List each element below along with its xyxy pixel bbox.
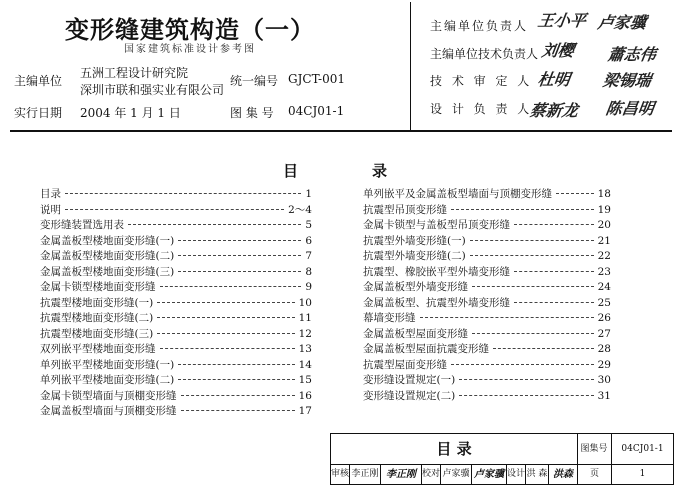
toc-entry-page: 24 [597, 281, 611, 293]
toc-entry-title: 说明 [40, 203, 61, 216]
unified-no: GJCT-001 [288, 72, 345, 86]
reviewer-name: 李正刚 [350, 465, 381, 484]
toc-entry [40, 295, 312, 311]
toc-entry-title: 目录 [40, 188, 61, 200]
toc-entry [363, 357, 611, 373]
toc-entry-page: 13 [298, 343, 312, 355]
toc-entry [40, 326, 312, 342]
toc-entry [363, 341, 611, 357]
toc-entry-title: 抗震型楼地面变形缝(三) [40, 327, 154, 340]
toc-leader-dashes [178, 240, 301, 241]
toc-entry-title: 双列嵌平型楼地面变形缝 [40, 343, 156, 355]
toc-leader-dashes [514, 271, 594, 272]
toc-entry [363, 372, 611, 388]
toc-leader-dashes [181, 395, 295, 396]
title-block [330, 433, 674, 485]
toc-entry-page: 29 [597, 358, 611, 371]
designer-name: 洪 森 [526, 465, 549, 484]
toc-leader-dashes [459, 395, 593, 396]
toc-entry [363, 233, 611, 249]
toc-left-column [40, 186, 312, 419]
toc-entry-title: 抗震型吊顶变形缝 [363, 203, 447, 216]
check-cell-label: 校对 [422, 465, 441, 484]
design-signature-2: 陈昌明 [604, 99, 656, 118]
toc-entry-title: 抗震型楼地面变形缝(二) [40, 312, 154, 324]
toc-leader-dashes [178, 271, 301, 272]
toc-right-column [363, 186, 611, 403]
toc-entry [40, 357, 312, 373]
toc-entry-page: 19 [597, 203, 611, 216]
toc-entry-title: 幕墙变形缝 [363, 312, 416, 324]
toc-entry-page: 25 [597, 296, 611, 309]
atlas-subtitle: 国家建筑标准设计参考图 [124, 44, 256, 55]
toc-heading-right: 录 [372, 162, 388, 180]
toc-leader-dashes [420, 317, 594, 318]
editor-unit-line1: 五洲工程设计研究院 [80, 66, 189, 80]
toc-entry-page: 9 [305, 281, 312, 293]
atlas-title: 变形缝建筑构造（一） [65, 15, 315, 44]
page-no-cell: 1 [639, 469, 646, 479]
atlas-no-label: 图 集 号 [230, 106, 274, 120]
toc-leader-dashes [157, 302, 294, 303]
atlas-no-cell: 04CJ01-1 [612, 434, 673, 465]
toc-leader-dashes [178, 379, 294, 380]
page-cell-label: 页 [578, 465, 612, 484]
toc-entry [40, 233, 312, 249]
toc-entry-page: 21 [597, 234, 611, 247]
toc-entry-title: 抗震型、橡胶嵌平型外墙变形缝 [363, 265, 510, 278]
toc-entry-title: 金属卡锁型与盖板型吊顶变形缝 [363, 219, 510, 231]
toc-entry-page: 14 [298, 358, 312, 371]
toc-entry-title: 抗震型外墙变形缝(一) [363, 234, 466, 247]
toc-entry-page: 30 [597, 374, 611, 386]
toc-entry-page: 7 [305, 250, 312, 262]
toc-leader-dashes [65, 193, 301, 194]
toc-leader-dashes [181, 410, 295, 411]
toc-entry [40, 202, 312, 218]
atlas-no: 04CJ01-1 [288, 104, 345, 118]
toc-entry-page: 17 [298, 405, 312, 417]
reviewer-signature: 李正刚 [381, 465, 422, 484]
toc-entry [363, 295, 611, 311]
toc-entry-title: 金属盖板型屋面抗震变形缝 [363, 343, 489, 355]
toc-entry-title: 金属卡锁型楼地面变形缝 [40, 281, 156, 293]
review-cell-label: 审核 [331, 465, 350, 484]
toc-leader-dashes [65, 209, 284, 210]
toc-entry-page: 18 [597, 188, 611, 200]
toc-entry [363, 279, 611, 295]
toc-entry [363, 202, 611, 218]
toc-entry-title: 金属卡锁型墙面与顶棚变形缝 [40, 389, 177, 402]
toc-entry-page: 22 [597, 250, 611, 262]
toc-entry-page: 10 [298, 296, 312, 309]
toc-entry-title: 变形缝装置选用表 [40, 219, 124, 231]
toc-leader-dashes [451, 209, 594, 210]
toc-entry-page: 8 [305, 265, 312, 278]
title-block-title: 目 录 [331, 434, 578, 465]
toc-entry-page: 27 [597, 327, 611, 340]
tech-responsible-label: 主编单位技术负责人 [430, 47, 539, 61]
tech-signature-2: 蕭志伟 [606, 45, 658, 64]
toc-entry [363, 264, 611, 280]
chief-signature-1: 王小平 [536, 11, 588, 30]
toc-entry [363, 186, 611, 202]
toc-entry [363, 248, 611, 264]
review-signature-2: 梁锡瑞 [601, 71, 653, 90]
toc-entry-page: 11 [298, 312, 312, 324]
toc-entry-page: 15 [298, 374, 312, 386]
toc-leader-dashes [472, 333, 594, 334]
reviewer-label: 技 术 审 定 人 [430, 74, 533, 88]
toc-entry-page: 6 [305, 234, 312, 247]
toc-entry [363, 326, 611, 342]
impl-date: 2004 年 1 月 1 日 [80, 106, 181, 120]
toc-entry-title: 抗震型屋面变形缝 [363, 358, 447, 371]
editor-unit-line2: 深圳市联和强实业有限公司 [80, 83, 225, 97]
toc-leader-dashes [470, 240, 594, 241]
toc-entry [40, 403, 312, 419]
chief-responsible-label: 主编单位负责人 [430, 19, 529, 33]
toc-leader-dashes [160, 348, 295, 349]
toc-entry-page: 16 [298, 389, 312, 402]
toc-entry-title: 金属盖板型楼地面变形缝(一) [40, 234, 175, 247]
toc-entry-title: 单列嵌平及金属盖板型墙面与顶棚变形缝 [363, 188, 552, 200]
toc-leader-dashes [493, 348, 594, 349]
toc-entry [363, 388, 611, 404]
toc-leader-dashes [157, 317, 294, 318]
toc-leader-dashes [178, 364, 294, 365]
toc-entry [40, 341, 312, 357]
toc-entry-page: 2～4 [288, 203, 312, 216]
toc-entry-title: 金属盖板型墙面与顶棚变形缝 [40, 405, 177, 417]
toc-entry-page: 31 [597, 389, 611, 402]
design-signature-1: 蔡新龙 [528, 101, 580, 120]
toc-entry-title: 单列嵌平型楼地面变形缝(二) [40, 374, 175, 386]
toc-entry [363, 217, 611, 233]
editor-unit-label: 主编单位 [14, 74, 63, 88]
toc-entry-title: 抗震型外墙变形缝(二) [363, 250, 466, 262]
toc-entry-title: 抗震型楼地面变形缝(一) [40, 296, 154, 309]
toc-entry-page: 26 [597, 312, 611, 324]
toc-entry [40, 310, 312, 326]
toc-entry-title: 金属盖板型外墙变形缝 [363, 281, 468, 293]
toc-entry-title: 变形缝设置规定(一) [363, 374, 456, 386]
toc-entry-page: 28 [597, 343, 611, 355]
designer-signature: 洪森 [549, 465, 578, 484]
toc-leader-dashes [157, 333, 294, 334]
toc-entry [40, 248, 312, 264]
toc-entry-page: 20 [597, 219, 611, 231]
toc-entry-title: 金属盖板型楼地面变形缝(二) [40, 250, 175, 262]
toc-entry-page: 23 [597, 265, 611, 278]
toc-entry-title: 变形缝设置规定(二) [363, 389, 456, 402]
toc-entry-title: 金属盖板型屋面变形缝 [363, 327, 468, 340]
checker-name: 卢家骥 [441, 465, 472, 484]
toc-leader-dashes [451, 364, 594, 365]
unified-no-label: 统一编号 [230, 74, 279, 88]
toc-entry [40, 372, 312, 388]
toc-entry-title: 金属盖板型楼地面变形缝(三) [40, 265, 175, 278]
toc-leader-dashes [514, 302, 594, 303]
toc-entry-page: 1 [305, 188, 312, 200]
toc-entry [40, 186, 312, 202]
design-lead-label: 设 计 负 责 人 [430, 102, 533, 116]
toc-entry [40, 279, 312, 295]
toc-entry [40, 388, 312, 404]
header-divider [410, 2, 411, 130]
tech-signature-1: 刘樱 [540, 41, 576, 60]
header-rule [10, 130, 672, 132]
toc-leader-dashes [178, 255, 301, 256]
impl-date-label: 实行日期 [14, 106, 63, 120]
toc-leader-dashes [514, 224, 594, 225]
toc-leader-dashes [160, 286, 302, 287]
toc-leader-dashes [556, 193, 594, 194]
toc-leader-dashes [128, 224, 301, 225]
atlas-no-cell-label: 图集号 [577, 434, 612, 465]
toc-entry-page: 5 [305, 219, 312, 231]
toc-leader-dashes [472, 286, 594, 287]
checker-signature: 卢家骥 [472, 465, 507, 484]
review-signature-1: 杜明 [536, 70, 572, 89]
toc-entry [40, 264, 312, 280]
toc-entry-title: 金属盖板型、抗震型外墙变形缝 [363, 296, 510, 309]
toc-leader-dashes [459, 379, 593, 380]
toc-entry-title: 单列嵌平型楼地面变形缝(一) [40, 358, 175, 371]
toc-entry [40, 217, 312, 233]
toc-heading-left: 目 [283, 162, 299, 180]
toc-leader-dashes [470, 255, 594, 256]
design-cell-label: 设计 [507, 465, 526, 484]
toc-entry-page: 12 [298, 327, 312, 340]
toc-entry [363, 310, 611, 326]
chief-signature-2: 卢家骥 [596, 13, 648, 32]
